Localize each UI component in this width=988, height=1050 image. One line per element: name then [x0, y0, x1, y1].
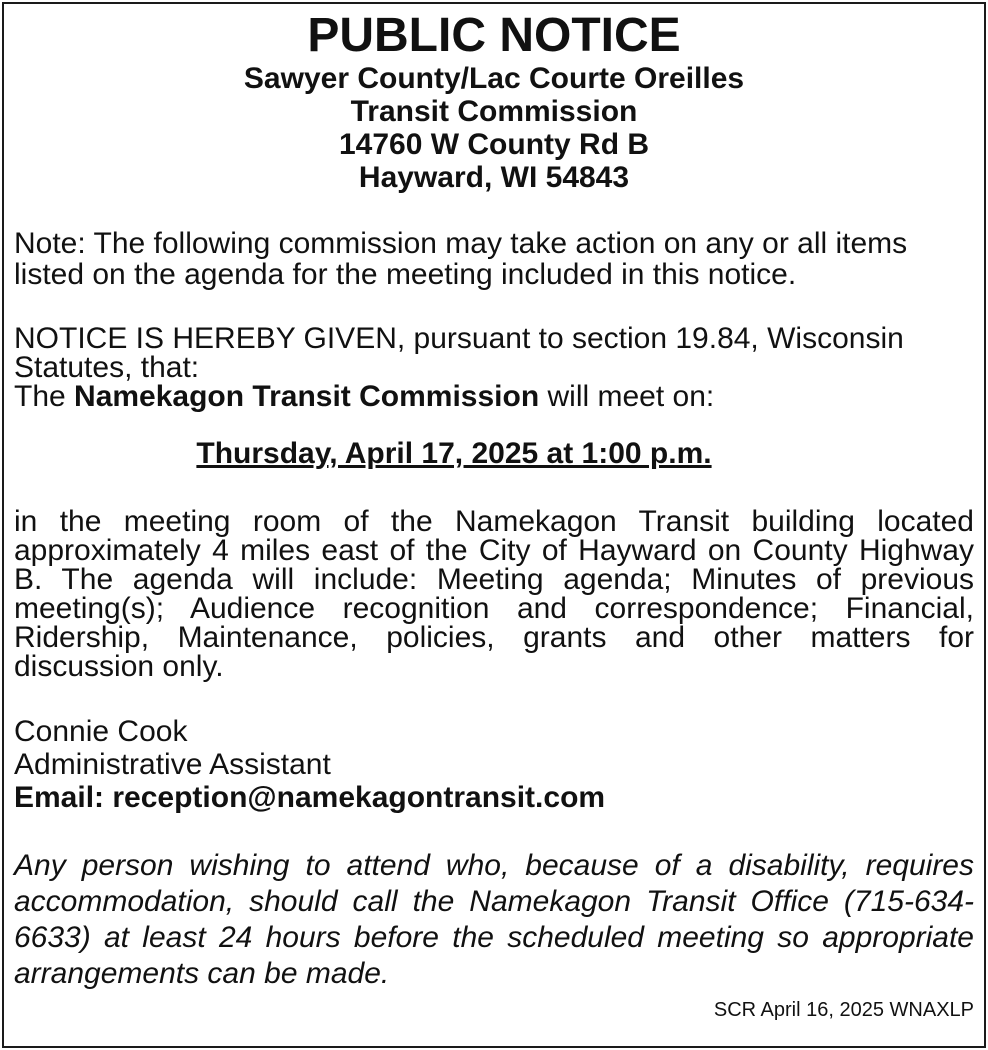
commission-name: Namekagon Transit Commission: [74, 380, 540, 413]
statute-paragraph: NOTICE IS HEREBY GIVEN, pursuant to section 19.84, Wisconsin Statutes, that:: [14, 322, 904, 384]
note-paragraph: Note: The following commission may take action on any or all items listed on the agenda for the meeting included in this notice.: [14, 227, 908, 291]
header-city-state-zip: Hayward, WI 54843: [358, 161, 630, 194]
header-commission: Transit Commission: [350, 95, 638, 128]
notice-header: [14, 62, 974, 194]
meeting-date: Thursday, April 17, 2025 at 1:00 p.m.: [196, 437, 712, 470]
signer-title: Administrative Assistant: [14, 748, 331, 781]
notice-content: [14, 4, 974, 1046]
accessibility-notice: Any person wishing to attend who, because of a disability, requires accommodation, should call the Namekagon Transit Office (715-634-6633) at least 24 hours before the scheduled meeting so appropriate arrangements can be made.: [14, 849, 974, 990]
agenda-paragraph: in the meeting room of the Namekagon Transit building located approximately 4 miles east of the City of Hayward on County Highway B. The agenda will include: Meeting agenda; Minutes of previous meeting(s); Audience recognition and correspondence; Financial, Ridership, Maintenance, policies, grants and other matters for discussion only.: [14, 505, 974, 683]
signature-block: [14, 715, 974, 814]
signer-email: Email: reception@namekagontransit.com: [14, 781, 606, 814]
header-street-address: 14760 W County Rd B: [338, 128, 650, 161]
meeting-announcement: [14, 382, 974, 411]
notice-title: PUBLIC NOTICE: [307, 9, 681, 62]
publication-footer: SCR April 16, 2025 WNAXLP: [713, 999, 974, 1021]
meet-suffix: will meet on:: [539, 380, 715, 413]
notice-frame: [2, 2, 986, 1048]
signer-name: Connie Cook: [14, 715, 188, 748]
header-organization: Sawyer County/Lac Courte Oreilles: [243, 62, 745, 95]
meet-prefix: The: [14, 380, 75, 413]
